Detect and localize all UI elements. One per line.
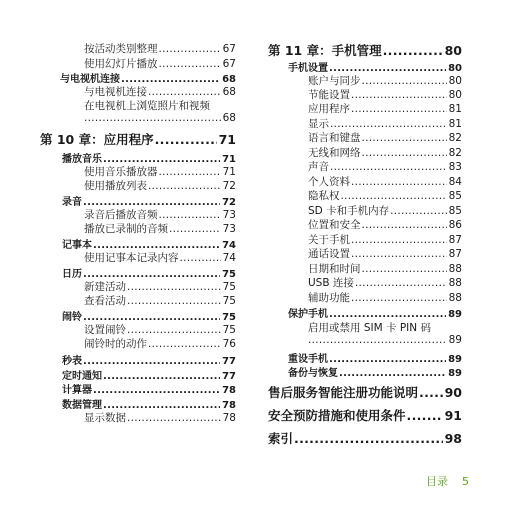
toc-entry[interactable]: USB 连接 ..... 88 (308, 275, 462, 290)
toc-section[interactable]: 定时通知 ..... 77 (62, 367, 236, 382)
toc-entry[interactable]: 应用程序 ..... 81 (308, 101, 462, 116)
toc-chapter[interactable]: 索引 ..... 98 (268, 429, 462, 447)
toc-section[interactable]: 重设手机 ..... 89 (288, 350, 462, 365)
toc-entry[interactable]: 闹铃时的动作 ..... 76 (84, 336, 236, 351)
page-footer (426, 473, 469, 489)
toc-entry[interactable]: 录音后播放音频 ..... 73 (84, 207, 236, 222)
toc-section[interactable]: 备份与恢复 ..... 89 (288, 364, 462, 379)
toc-entry[interactable]: 隐私权 ..... 85 (308, 188, 462, 203)
toc-section[interactable]: 闹铃 ..... 75 (62, 308, 236, 323)
toc-chapter[interactable]: 第 11 章：手机管理 ..... 80 (268, 41, 462, 59)
toc-entry[interactable]: 使用播放列表 ..... 72 (84, 178, 236, 193)
toc-chapter[interactable]: 售后服务智能注册功能说明 ..... 90 (268, 383, 462, 401)
toc-entry[interactable]: 声音 ..... 83 (308, 159, 462, 174)
toc-entry[interactable]: 节能设置 ..... 80 (308, 87, 462, 102)
toc-section[interactable]: 记事本 ..... 74 (62, 236, 236, 251)
toc-section[interactable]: 秒表 ..... 77 (62, 352, 236, 367)
toc-entry[interactable]: ..... 89 (308, 334, 462, 346)
footer-section-label: 目录 (426, 475, 448, 488)
toc-entry[interactable]: 按活动类别整理 ..... 67 (84, 41, 236, 56)
toc-section[interactable]: 计算器 ..... 78 (62, 381, 236, 396)
toc-entry[interactable]: 显示数据 ..... 78 (84, 410, 236, 425)
toc-entry[interactable]: 日期和时间 ..... 88 (308, 261, 462, 276)
page-number: 5 (462, 475, 469, 488)
toc-entry[interactable]: 使用记事本记录内容 ..... 74 (84, 250, 236, 265)
toc-entry[interactable]: SD 卡和手机内存 ..... 85 (308, 203, 462, 218)
toc-section[interactable]: 数据管理 ..... 78 (62, 396, 236, 411)
toc-entry[interactable]: 位置和安全 ..... 86 (308, 217, 462, 232)
toc-entry[interactable]: 使用音乐播放器 ..... 71 (84, 164, 236, 179)
toc-entry[interactable]: 设置闹铃 ..... 75 (84, 322, 236, 337)
toc-section[interactable]: 手机设置 ..... 80 (288, 59, 462, 74)
toc-entry[interactable]: 播放已录制的音频 ..... 73 (84, 221, 236, 236)
toc-entry[interactable]: 关于手机 ..... 87 (308, 232, 462, 247)
toc-entry[interactable]: 语言和键盘 ..... 82 (308, 130, 462, 145)
toc-section[interactable]: 录音 ..... 72 (62, 193, 236, 208)
toc-entry[interactable]: 辅助功能 ..... 88 (308, 290, 462, 305)
toc-entry[interactable]: 个人资料 ..... 84 (308, 174, 462, 189)
toc-section[interactable]: 播放音乐 ..... 71 (62, 150, 236, 165)
toc-section[interactable]: 与电视机连接 ..... 68 (60, 70, 236, 85)
toc-entry[interactable]: 无线和网络 ..... 82 (308, 145, 462, 160)
toc-entry[interactable]: 使用幻灯片播放 ..... 67 (84, 56, 236, 71)
toc-entry[interactable]: 查看活动 ..... 75 (84, 293, 236, 308)
toc-entry[interactable]: ..... 68 (84, 112, 236, 124)
toc-entry-wrapped-title: 在电视机上浏览照片和视频 (84, 100, 210, 112)
toc-entry-wrapped-title: 启用或禁用 SIM 卡 PIN 码 (308, 322, 431, 334)
toc-section[interactable]: 日历 ..... 75 (62, 265, 236, 280)
toc-section[interactable]: 保护手机 ..... 89 (288, 305, 462, 320)
toc-chapter[interactable]: 第 10 章：应用程序 ..... 71 (40, 130, 236, 148)
toc-entry[interactable]: 显示 ..... 81 (308, 116, 462, 131)
toc-entry[interactable]: 通话设置 ..... 87 (308, 246, 462, 261)
toc-entry[interactable]: 新建活动 ..... 75 (84, 279, 236, 294)
toc-chapter[interactable]: 安全预防措施和使用条件 ..... 91 (268, 406, 462, 424)
toc-entry[interactable]: 与电视机连接 ..... 68 (84, 84, 236, 99)
toc-entry[interactable]: 账户与同步 ..... 80 (308, 73, 462, 88)
